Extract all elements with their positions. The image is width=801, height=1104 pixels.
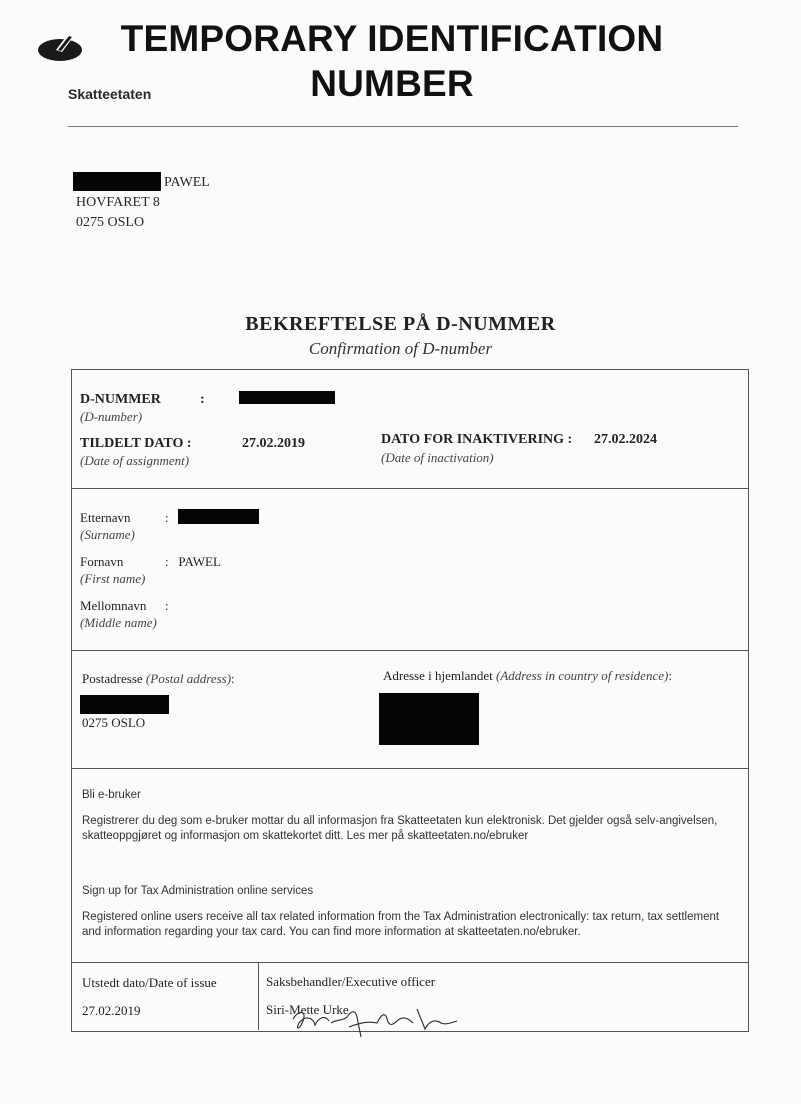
issue-date-value: 27.02.2019	[82, 1003, 141, 1018]
surname-colon: :	[165, 510, 169, 525]
skatteetaten-logo-icon	[34, 28, 90, 68]
assigned-date-label: TILDELT DATO :	[80, 436, 192, 451]
agency-name: Skatteetaten	[68, 86, 152, 102]
recipient-name: PAWEL	[164, 175, 210, 190]
redacted-home-address	[379, 693, 479, 745]
assigned-date-value: 27.02.2019	[242, 436, 305, 451]
section-divider	[71, 488, 749, 489]
postal-address-label-en: (Postal address)	[145, 671, 232, 686]
inactivation-date-label: DATO FOR INAKTIVERING :	[381, 432, 573, 447]
firstname-value: : PAWEL	[165, 554, 221, 569]
recipient-street: HOVFARET 8	[76, 195, 160, 210]
recipient-postcode-city: 0275 OSLO	[76, 215, 145, 230]
postal-address-colon: :	[231, 671, 235, 686]
middlename-colon: :	[165, 598, 169, 613]
document-subtitle: Confirmation of D-number	[308, 339, 493, 358]
header-divider	[68, 126, 738, 127]
redacted-surname	[178, 509, 259, 524]
ebruker-body-en: Registered online users receive all tax related information from the Tax Administration electronically: tax return, tax settlement and information regarding your tax card. You can find more information at skatteetaten.no/ebruker.	[82, 911, 720, 938]
ebruker-heading-no: Bli e-bruker	[82, 789, 141, 801]
inactivation-date-value: 27.02.2024	[594, 432, 657, 447]
ebruker-heading-en: Sign up for Tax Administration online services	[82, 885, 314, 897]
redacted-dnumber	[239, 391, 335, 404]
banner-title: TEMPORARY IDENTIFICATION NUMBER	[120, 18, 664, 104]
footer-column-divider	[258, 962, 259, 1030]
issue-date-label: Utstedt dato/Date of issue	[82, 975, 217, 990]
assigned-date-label-en: (Date of assignment)	[80, 453, 190, 468]
document-title: BEKREFTELSE PÅ D-NUMMER	[245, 313, 556, 335]
dnumber-label: D-NUMMER	[80, 392, 161, 407]
section-divider	[71, 768, 749, 769]
section-divider	[71, 650, 749, 651]
surname-label-en: (Surname)	[80, 527, 135, 542]
home-address-label	[383, 668, 672, 684]
redacted-surname-block	[73, 172, 161, 191]
dnumber-colon: :	[200, 392, 205, 407]
section-divider	[71, 962, 749, 963]
home-address-label-no: Adresse i hjemlandet	[383, 668, 493, 683]
executive-officer-name: Siri-Mette Urke	[266, 1002, 349, 1017]
redacted-postal-street	[80, 695, 169, 714]
inactivation-date-label-en: (Date of inactivation)	[381, 450, 494, 465]
postal-address-label	[82, 671, 235, 687]
firstname-label: Fornavn	[80, 554, 124, 569]
executive-officer-label: Saksbehandler/Executive officer	[266, 974, 436, 989]
home-address-colon: :	[668, 668, 672, 683]
ebruker-body-no: Registrerer du deg som e-bruker mottar du all informasjon fra Skatteetaten kun elektronisk. Det gjelder også selv-angivelsen, skatteoppgjøret og informasjon om skattekortet ditt. Les mer på skatteetaten.no/ebruker	[82, 815, 718, 842]
firstname-label-en: (First name)	[80, 571, 146, 586]
surname-label: Etternavn	[80, 510, 131, 525]
home-address-label-en: (Address in country of residence)	[496, 668, 669, 683]
handwritten-signature	[285, 997, 475, 1049]
postal-address-label-no: Postadresse	[82, 671, 143, 686]
postal-city: 0275 OSLO	[82, 715, 146, 730]
dnumber-label-en: (D-number)	[80, 409, 143, 424]
middlename-label: Mellomnavn	[80, 598, 147, 613]
middlename-label-en: (Middle name)	[80, 615, 157, 630]
